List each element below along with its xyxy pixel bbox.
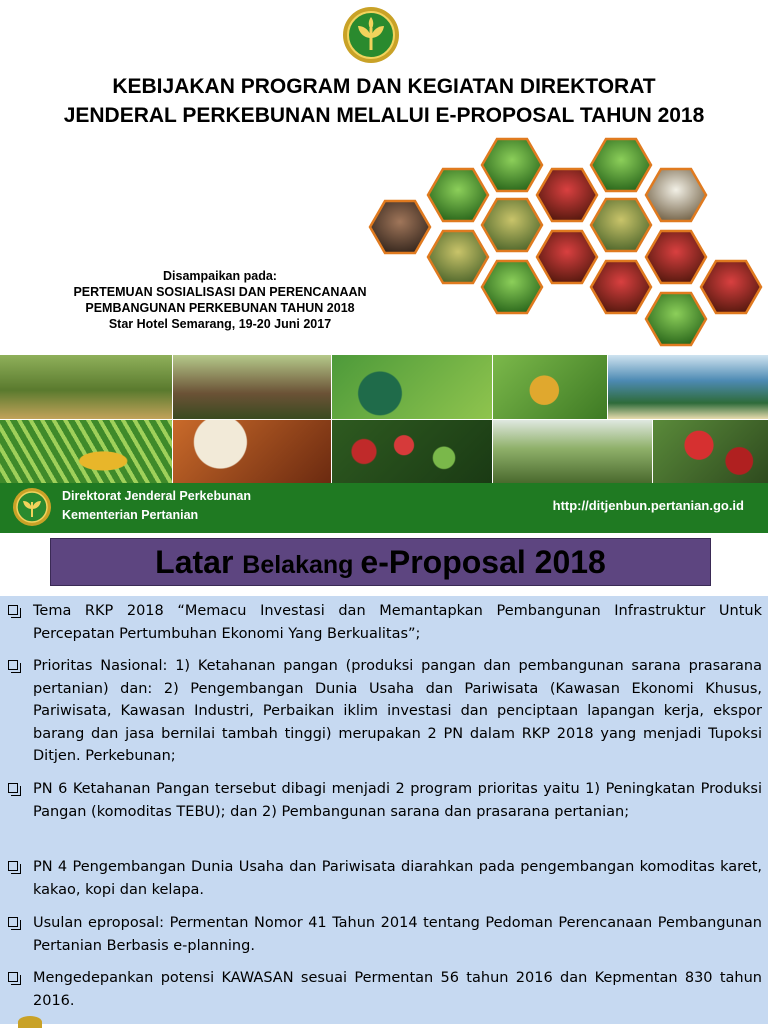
photo-cloves [653,420,768,483]
hex-nutmeg [428,231,488,283]
hex-tea [591,139,651,191]
ministry-logo-icon [342,6,400,64]
org-line-2: Kementerian Pertanian [62,508,199,522]
checkbox-bullet-icon [8,605,18,615]
title-line-2: JENDERAL PERKEBUNAN MELALUI E-PROPOSAL TAHUN 2018 [63,104,705,127]
hex-rubber [370,201,430,253]
photo-farmer-harvest [173,355,331,419]
hex-sago [646,293,706,345]
photo-tea-cup [332,355,492,419]
hex-cotton [646,169,706,221]
hex-cashew [537,231,597,283]
checkbox-bullet-icon [8,972,18,982]
photo-coastline [608,355,768,419]
bullet-item [8,912,762,957]
bullet-text: Mengedepankan potensi KAWASAN sesuai Permentan 56 tahun 2016 dan Kepmentan 830 tahun 2016. [33,970,762,1009]
hex-clove [537,169,597,221]
photo-strip [0,355,768,483]
bullet-text: PN 6 Ketahanan Pangan tersebut dibagi menjadi 2 program prioritas yaitu 1) Peningkatan Produksi Pangan (komoditas TEBU); dan 2) Pembangunan sarana dan prasarana pertanian; [33,781,762,820]
photo-palm-oil [0,420,172,483]
hex-sugarcane [591,199,651,251]
bullet-item [8,856,762,901]
hex-pepper [591,261,651,313]
bullet-text: Usulan eproposal: Permentan Nomor 41 Tahun 2014 tentang Pedoman Perencanaan Pembangunan Pertanian Berbasis e-planning. [33,915,762,954]
photo-cocoa-pods [493,355,607,419]
presented-at-block [20,268,420,332]
hex-palm [482,139,542,191]
bullet-item [8,655,762,768]
checkbox-bullet-icon [8,660,18,670]
hex-coffee [646,231,706,283]
website-link[interactable]: http://ditjenbun.pertanian.go.id [552,498,744,513]
photo-sugarcane-field [493,420,652,483]
institution-bar [0,483,768,533]
section-title-part1: Latar [155,544,243,580]
bullet-item [8,600,762,645]
bullet-text: Tema RKP 2018 “Memacu Investasi dan Memantapkan Pembangunan Infrastruktur Untuk Percepatan Pertumbuhan Ekonomi Yang Berkualitas”; [33,603,762,642]
ministry-logo-small-icon [12,487,52,527]
photo-plantation-trees [0,355,172,419]
section-title-part3: e-Proposal 2018 [360,544,606,580]
bullet-text: Prioritas Nasional: 1) Ketahanan pangan (produksi pangan dan pembangunan sarana prasarana pertanian) dan: 2) Pengembangan Dunia Usaha dan Pariwisata (Kawasan Ekonomi Khusus, Pariwisata, Kawasan Industri, Perbaikan iklim investasi dan penciptaan lapangan kerja, ekspor barang dan jasa bernilai tambah tinggi) merupakan 2 PN dalam RKP 2018 yang menjadi Tupoksi Ditjen. Perkebunan; [33,658,762,764]
checkbox-bullet-icon [8,783,18,793]
content-panel [0,596,768,1024]
org-line-1: Direktorat Jenderal Perkebunan [62,489,251,503]
hex-cocoa-pod [482,199,542,251]
event-name-line2: PEMBANGUNAN PERKEBUNAN TAHUN 2018 [85,301,355,315]
photo-coffee-cherries [332,420,492,483]
org-name [62,487,251,525]
bullet-item [8,778,762,823]
hex-cocoa [701,261,761,313]
hex-tobacco [482,261,542,313]
hex-coconut [428,169,488,221]
presented-label: Disampaikan pada: [163,269,277,283]
event-name-line1: PERTEMUAN SOSIALISASI DAN PERENCANAAN [73,285,367,299]
crop-hexagon-collage [365,135,768,350]
photo-cotton [173,420,331,483]
section-title [50,538,711,586]
checkbox-bullet-icon [8,917,18,927]
bottom-logo-icon [18,1016,42,1028]
page-title [0,72,768,130]
checkbox-bullet-icon [8,861,18,871]
event-venue-date: Star Hotel Semarang, 19-20 Juni 2017 [108,317,332,331]
bullet-item [8,967,762,1012]
title-line-1: KEBIJAKAN PROGRAM DAN KEGIATAN DIREKTORAT [112,75,656,98]
section-title-part2: Belakang [242,551,361,579]
bullet-text: PN 4 Pengembangan Dunia Usaha dan Pariwisata diarahkan pada pengembangan komoditas karet, kakao, kopi dan kelapa. [33,859,762,898]
